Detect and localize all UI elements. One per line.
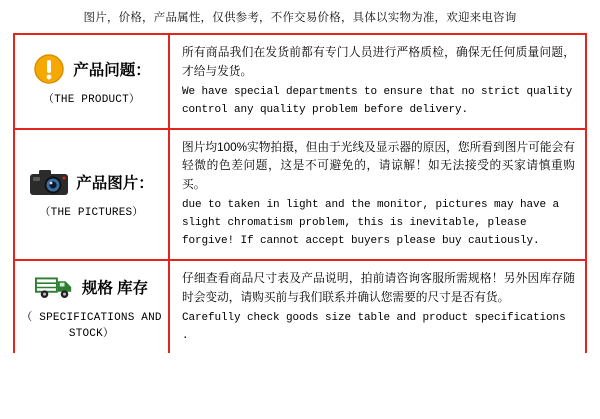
row-body-en: We have special departments to ensure that no strict quality control any quality problem before delivery. (182, 85, 573, 116)
icon-title-line (19, 52, 164, 86)
row-body-cn: 所有商品我们在发货前都有专门人员进行严格质检，确保无任何质量问题，才给与发货。 (182, 46, 575, 78)
top-notice-text: 图片，价格，产品属性，仅供参考，不作交易价格，具体以实物为准，欢迎来电咨询 (83, 12, 517, 24)
row-content-cell-pictures (170, 130, 585, 259)
icon-title-line (19, 165, 164, 199)
row-title-en: （THE PICTURES） (39, 206, 144, 219)
row-title-cn: 产品问题： (73, 61, 151, 79)
row-label-cell-pictures (15, 130, 170, 259)
row-label-cell-specifications (15, 261, 170, 354)
row-content-cell-specifications (170, 261, 585, 354)
row-title-cn: 产品图片： (76, 174, 154, 192)
icon-title-line (19, 270, 164, 304)
table-row (15, 261, 585, 354)
row-content-cell-product (170, 35, 585, 128)
row-title-cn: 规格 库存 (81, 279, 149, 297)
row-body-en: due to taken in light and the monitor, pictures may have a slight chromatism problem, this is inevitable, please forgive! If cannot accept buyers please buy cautiously. (182, 199, 560, 248)
warning-exclamation-icon (32, 52, 66, 86)
row-label-cell-product (15, 35, 170, 128)
camera-icon (29, 165, 69, 199)
info-table (13, 33, 587, 353)
table-row (15, 130, 585, 261)
row-body-cn: 仔细查看商品尺寸表及产品说明，拍前请咨询客服所需规格！另外因库存随时会变动，请购买前与我们联系并确认您需要的尺寸是否有货。 (182, 271, 575, 304)
row-body-en: Carefully check goods size table and product specifications . (182, 311, 566, 342)
delivery-truck-icon (35, 270, 75, 304)
table-row (15, 35, 585, 130)
row-body-cn: 图片均100%实物拍摄，但由于光线及显示器的原因，您所看到图片可能会有轻微的色差问题，这是不可避免的，请谅解！如无法接受的买家请慎重购买。 (182, 140, 575, 192)
row-title-en: （THE PRODUCT） (42, 93, 141, 106)
row-title-en: （ SPECIFICATIONS AND STOCK） (21, 311, 162, 340)
